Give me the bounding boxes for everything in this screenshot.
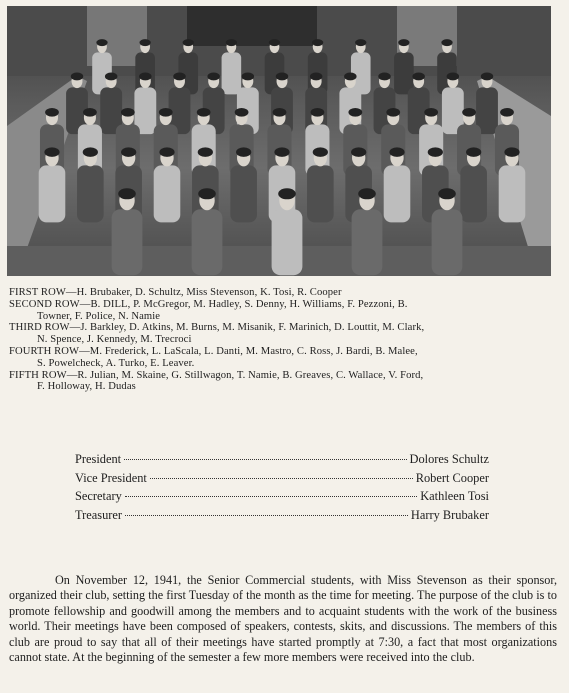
officer-role: President	[75, 452, 122, 466]
caption-third-row-cont: N. Spence, J. Kennedy, M. Trecroci	[37, 334, 192, 346]
caption-first-row: FIRST ROW—H. Brubaker, D. Schultz, Miss Stevenson, K. Tosi, R. Cooper	[9, 287, 342, 298]
officer-president	[75, 450, 489, 469]
caption-fourth-row-cont: S. Powelcheck, A. Turko, E. Leaver.	[37, 357, 195, 369]
officer-secretary	[75, 487, 489, 506]
leader-dots	[125, 496, 417, 497]
caption-second-row-cont: Towner, F. Police, N. Namie	[37, 310, 161, 322]
caption-third-row: THIRD ROW—J. Barkley, D. Atkins, M. Burns, M. Misanik, F. Marinich, D. Louttit, M. Clark,	[9, 322, 425, 334]
officer-vice-president	[75, 469, 489, 488]
caption-fifth-row: FIFTH ROW—R. Julian, M. Skaine, G. Stillwagon, T. Namie, B. Greaves, C. Wallace, V. Ford,	[9, 369, 424, 381]
photo-captions	[9, 287, 557, 393]
leader-dots	[124, 459, 406, 460]
officer-name: Robert Cooper	[415, 470, 489, 485]
officer-role: Vice President	[75, 470, 147, 485]
officer-name: Kathleen Tosi	[420, 489, 489, 503]
club-description-text: On November 12, 1941, the Senior Commercial students, with Miss Stevenson as their sponsor, organized their club, setting the first Tuesday of the month as the time for meeting. The purpose of the club is to promote fellowship and goodwill among the members and to acquaint students with the work of the business world. Their meetings have been composed of speakers, contests, skits, and discussions. The members of this club are proud to say that all of their meetings have started promptly at 7:30, a fact that most organizations cannot state. At the beginning of the semester a few more members were received into the club.	[9, 573, 557, 665]
officer-treasurer	[75, 506, 489, 525]
officer-name: Harry Brubaker	[410, 507, 489, 522]
caption-fourth-row: FOURTH ROW—M. Frederick, L. LaScala, L. Danti, M. Mastro, C. Ross, J. Bardi, B. Malee,	[9, 345, 418, 357]
caption-fifth-row-cont: F. Holloway, H. Dudas	[37, 381, 136, 393]
club-description	[9, 573, 557, 665]
officer-role: Treasurer	[75, 507, 123, 522]
officer-role: Secretary	[75, 489, 122, 503]
caption-second-row: SECOND ROW—B. DILL, P. McGregor, M. Hadley, S. Denny, H. Williams, F. Pezzoni, B.	[9, 298, 408, 310]
officers-list	[75, 450, 489, 524]
group-photo	[7, 6, 551, 276]
officer-name: Dolores Schultz	[409, 452, 489, 466]
leader-dots	[150, 478, 413, 479]
leader-dots	[125, 515, 408, 516]
group-photo-illustration	[7, 6, 551, 276]
